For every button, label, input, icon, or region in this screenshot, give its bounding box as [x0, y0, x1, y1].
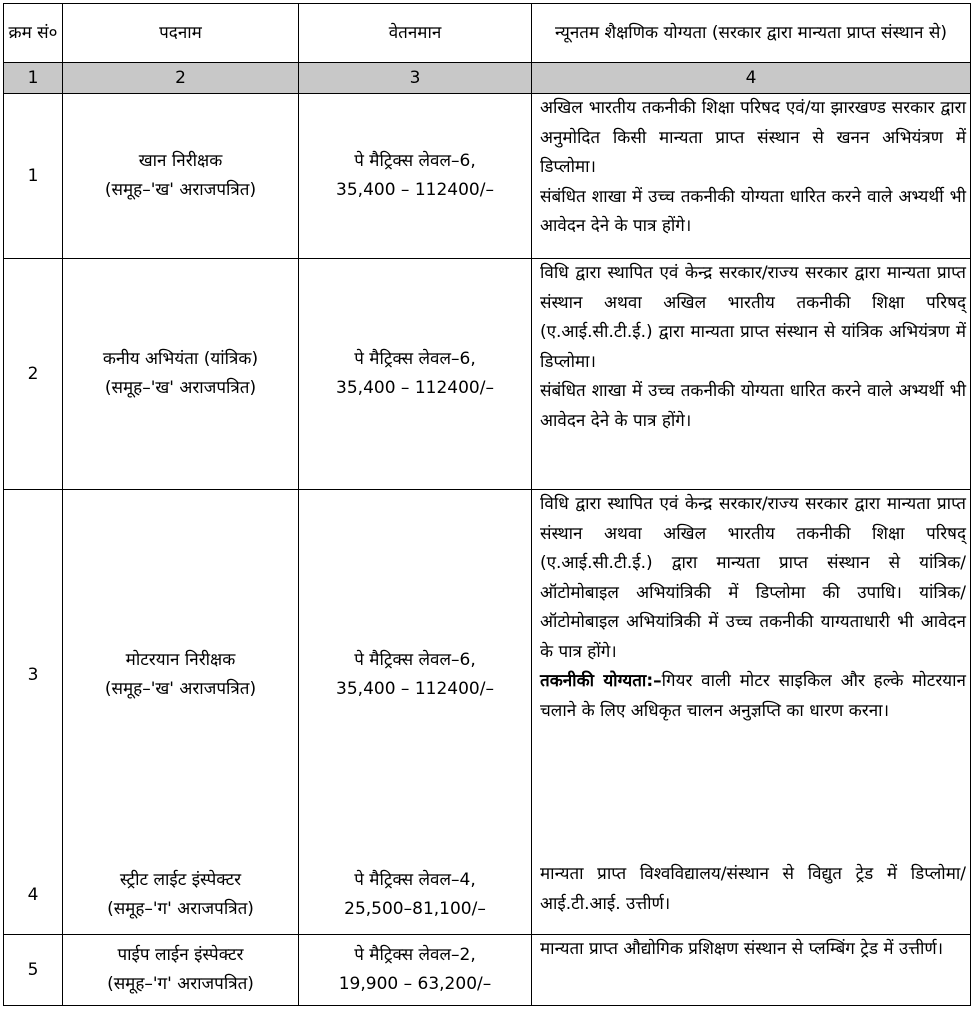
pay-scale-cell: [299, 94, 532, 259]
qualification-label: तकनीकी योग्यता:–: [540, 671, 662, 691]
serial-number-cell: [4, 490, 63, 935]
table-row: [4, 935, 971, 1006]
post-group: (समूह–'ख' अराजपत्रित): [104, 378, 257, 398]
table-row: [4, 259, 971, 490]
post-name: कनीय अभियंता (यांत्रिक): [102, 349, 259, 369]
pay-level: पे मैट्रिक्स लेवल–6,: [354, 650, 476, 670]
pay-range: 35,400 – 112400/–: [336, 679, 494, 699]
serial-number: 3: [27, 664, 39, 685]
pay-range: 35,400 – 112400/–: [336, 378, 494, 398]
post-group: (समूह–'ग' अराजपत्रित): [107, 974, 254, 994]
pay-level: पे मैट्रिक्स लेवल–6,: [354, 349, 476, 369]
pay-level: पे मैट्रिक्स लेवल–4,: [354, 870, 476, 890]
post-name-cell: [63, 935, 299, 1006]
qualification-text: मान्यता प्राप्त विश्वविद्यालय/संस्थान से विद्युत ट्रेड में डिप्लोमा/आई.टी.आई. उत्तीर्ण।: [540, 864, 966, 914]
pay-range: 19,900 – 63,200/–: [338, 974, 492, 994]
qualification-text: अखिल भारतीय तकनीकी शिक्षा परिषद एवं/या झारखण्ड सरकार द्वारा अनुमोदित किसी मान्यता प्राप्त संस्थान से खनन अभियंत्रण में डिप्लोमा।: [540, 98, 966, 177]
post-name-cell: [63, 490, 299, 935]
qualification-text: मान्यता प्राप्त औद्योगिक प्रशिक्षण संस्थान से प्लम्बिंग ट्रेड में उत्तीर्ण।: [540, 939, 944, 959]
pay-range: 35,400 – 112400/–: [336, 180, 494, 200]
column-number-row: [4, 63, 971, 94]
qualification-cell: [532, 94, 971, 259]
qualification-cell: [532, 490, 971, 935]
posts-table: [3, 3, 971, 1006]
pay-level: पे मैट्रिक्स लेवल–6,: [354, 151, 476, 171]
qualification-text: विधि द्वारा स्थापित एवं केन्द्र सरकार/राज्य सरकार द्वारा मान्यता प्राप्त संस्थान अथवा अखिल भारतीय तकनीकी शिक्षा परिषद् (ए.आई.सी.टी.ई.) द्वारा मान्यता प्राप्त संस्थान से यांत्रिक अभियंत्रण में डिप्लोमा।: [540, 263, 966, 372]
qualification-note: गियर वाली मोटर साइकिल और हल्के मोटरयान चलाने के लिए अधिकृत चालन अनुज्ञप्ति का धारण करना।: [540, 671, 966, 721]
header-row: [4, 4, 971, 63]
pay-level: पे मैट्रिक्स लेवल–2,: [354, 945, 476, 965]
qualification-note: संबंधित शाखा में उच्च तकनीकी योग्यता धारित करने वाले अभ्यर्थी भी आवेदन देने के पात्र होंगे।: [540, 186, 966, 236]
serial-number: 4: [27, 884, 39, 905]
column-number: 3: [299, 63, 532, 94]
qualification-cell: [532, 935, 971, 1006]
column-number: 1: [4, 63, 63, 94]
header-serial-number: क्रम सं०: [4, 4, 63, 63]
qualification-cell: [532, 259, 971, 490]
post-group: (समूह–'ख' अराजपत्रित): [104, 679, 257, 699]
post-name-cell: [63, 94, 299, 259]
pay-range: 25,500–81,100/–: [344, 899, 486, 919]
post-name: खान निरीक्षक: [138, 151, 223, 171]
post-name: पाईप लाईन इंस्पेक्टर: [117, 945, 244, 965]
table-row: [4, 94, 971, 259]
post-name: मोटरयान निरीक्षक: [125, 650, 236, 670]
serial-number: 5: [4, 935, 63, 1006]
qualification-text: विधि द्वारा स्थापित एवं केन्द्र सरकार/राज्य सरकार द्वारा मान्यता प्राप्त संस्थान अथवा अखिल भारतीय तकनीकी शिक्षा परिषद् (ए.आई.सी.टी.ई.) द्वारा मान्यता प्राप्त संस्थान से यांत्रिक/ ऑटोमोबाइल अभियांत्रिकी में डिप्लोमा की उपाधि। यांत्रिक/ ऑटोमोबाइल अभियांत्रिकी में उच्च तकनीकी याग्यताधारी भी आवेदन के पात्र होंगे।: [540, 494, 966, 662]
qualification-note: संबंधित शाखा में उच्च तकनीकी योग्यता धारित करने वाले अभ्यर्थी भी आवेदन देने के पात्र होंगे।: [540, 381, 966, 431]
header-pay-scale: वेतनमान: [299, 4, 532, 63]
pay-scale-cell: [299, 490, 532, 935]
post-name: स्ट्रीट लाईट इंस्पेक्टर: [119, 870, 242, 890]
post-group: (समूह–'ख' अराजपत्रित): [104, 180, 257, 200]
serial-number: 1: [4, 94, 63, 259]
post-name-cell: [63, 259, 299, 490]
header-qualification: न्यूनतम शैक्षणिक योग्यता (सरकार द्वारा मान्यता प्राप्त संस्थान से): [532, 4, 971, 63]
table-row-merged: [4, 490, 971, 935]
column-number: 4: [532, 63, 971, 94]
column-number: 2: [63, 63, 299, 94]
serial-number: 2: [4, 259, 63, 490]
header-post-name: पदनाम: [63, 4, 299, 63]
pay-scale-cell: [299, 935, 532, 1006]
pay-scale-cell: [299, 259, 532, 490]
post-group: (समूह–'ग' अराजपत्रित): [107, 899, 254, 919]
